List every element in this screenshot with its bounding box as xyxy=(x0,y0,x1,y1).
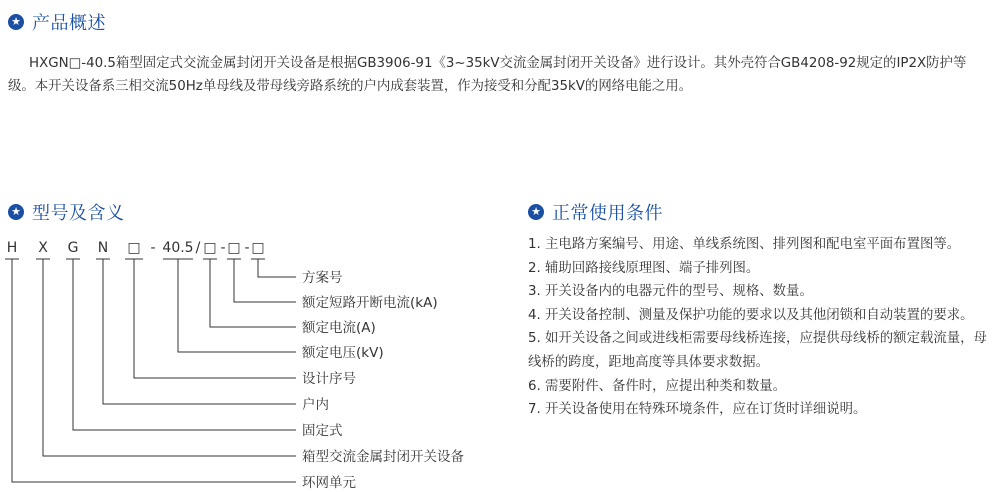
condition-item: 4. 开关设备控制、测量及保护功能的要求以及其他闭锁和自动装置的要求。 xyxy=(528,307,974,323)
overview-text: HXGN□-40.5箱型固定式交流金属封闭开关设备是根据GB3906-91《3~35kV交流金属封闭开关设备》进行设计。其外壳符合GB4208-92规定的IP2X防护等级。本开关设备系三相交流50Hz单母线及带母线旁路系统的户内成套装置，作为接受和分配35kV的网络电能之用。 xyxy=(8,56,967,94)
model-title: 型号及含义 xyxy=(32,203,125,224)
code-slash: / xyxy=(195,240,201,256)
condition-item: 3. 开关设备内的电器元件的型号、规格、数量。 xyxy=(528,284,813,300)
star-icon: ★ xyxy=(8,14,24,30)
label-box-type-switchgear: 箱型交流金属封闭开关设备 xyxy=(302,449,464,465)
code-dash: - xyxy=(244,240,250,256)
code-char-x: X xyxy=(38,240,48,256)
conditions-list xyxy=(528,233,990,422)
code-char-g: G xyxy=(67,240,79,256)
code-box-design: □ xyxy=(127,240,141,256)
model-heading xyxy=(8,199,125,225)
overview-paragraph xyxy=(8,52,990,98)
code-box-current: □ xyxy=(203,240,217,256)
label-ring-main-unit: 环网单元 xyxy=(302,475,356,491)
code-voltage: 40.5 xyxy=(162,240,194,256)
label-rated-breaking-current: 额定短路开断电流(kA) xyxy=(302,295,438,311)
overview-title: 产品概述 xyxy=(32,13,106,34)
label-scheme-number: 方案号 xyxy=(302,270,343,286)
code-char-n: N xyxy=(97,240,109,256)
model-code-diagram xyxy=(0,230,520,492)
condition-item: 5. 如开关设备之间或进线柜需要母线桥连接，应提供母线桥的额定载流量，母线桥的跨度，距地高度等具体要求数据。 xyxy=(528,331,987,370)
label-fixed-type: 固定式 xyxy=(302,423,343,439)
condition-item: 7. 开关设备使用在特殊环境条件，应在订货时详细说明。 xyxy=(528,402,867,418)
label-design-number: 设计序号 xyxy=(302,371,356,387)
label-rated-voltage: 额定电压(kV) xyxy=(302,345,384,361)
label-indoor: 户内 xyxy=(302,397,329,413)
condition-item: 2. 辅助回路接线原理图、端子排列图。 xyxy=(528,260,760,276)
condition-item: 6. 需要附件、备件时，应提出种类和数量。 xyxy=(528,378,787,394)
star-icon: ★ xyxy=(528,204,544,220)
code-dash: - xyxy=(220,240,226,256)
code-dash: - xyxy=(150,240,156,256)
label-rated-current: 额定电流(A) xyxy=(302,320,376,336)
code-box-scheme: □ xyxy=(251,240,265,256)
code-box-breaking: □ xyxy=(227,240,241,256)
code-char-h: H xyxy=(6,240,18,256)
overview-heading xyxy=(8,9,106,35)
star-icon: ★ xyxy=(8,204,24,220)
condition-item: 1. 主电路方案编号、用途、单线系统图、排列图和配电室平面布置图等。 xyxy=(528,237,961,252)
conditions-heading xyxy=(528,199,663,225)
conditions-title: 正常使用条件 xyxy=(552,203,663,224)
leader-lines xyxy=(12,259,296,482)
